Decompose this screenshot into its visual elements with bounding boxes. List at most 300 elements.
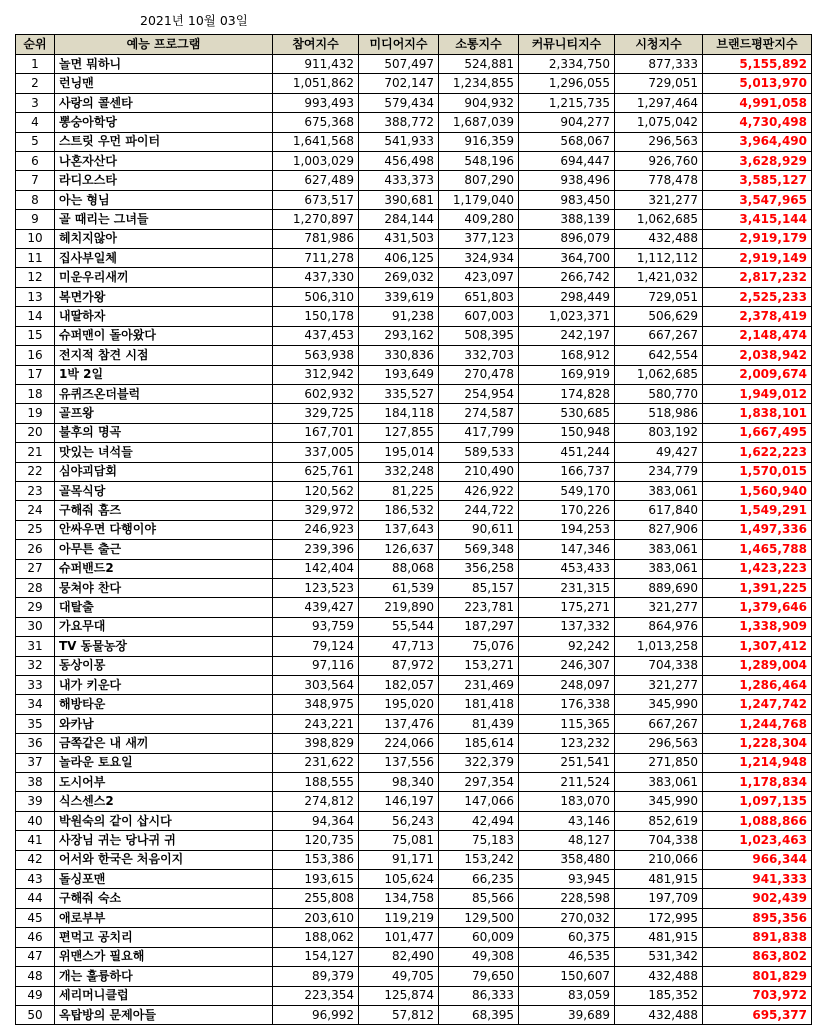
table-row <box>16 113 812 132</box>
communication-cell: 90,611 <box>439 520 519 539</box>
community-cell: 168,912 <box>519 346 615 365</box>
brand-index-cell: 2,525,233 <box>703 287 812 306</box>
program-name-cell: 뭉쳐야 찬다 <box>55 578 273 597</box>
program-name-cell: 개는 훌륭하다 <box>55 967 273 986</box>
brand-index-cell: 902,439 <box>703 889 812 908</box>
media-cell: 456,498 <box>359 152 439 171</box>
community-cell: 48,127 <box>519 831 615 850</box>
rank-cell: 28 <box>16 578 55 597</box>
communication-cell: 85,157 <box>439 578 519 597</box>
table-row <box>16 268 812 287</box>
participation-cell: 675,368 <box>273 113 359 132</box>
communication-cell: 81,439 <box>439 714 519 733</box>
participation-cell: 329,972 <box>273 501 359 520</box>
participation-cell: 303,564 <box>273 676 359 695</box>
communication-cell: 185,614 <box>439 734 519 753</box>
brand-index-cell: 3,415,144 <box>703 210 812 229</box>
community-cell: 39,689 <box>519 1005 615 1024</box>
media-cell: 49,705 <box>359 967 439 986</box>
media-cell: 88,068 <box>359 559 439 578</box>
rank-cell: 5 <box>16 132 55 151</box>
program-name-cell: 유퀴즈온더블럭 <box>55 384 273 403</box>
program-name-cell: 헤치지않아 <box>55 229 273 248</box>
media-cell: 56,243 <box>359 811 439 830</box>
program-name-cell: 골프왕 <box>55 404 273 423</box>
viewing-cell: 1,297,464 <box>615 93 703 112</box>
viewing-cell: 345,990 <box>615 792 703 811</box>
media-cell: 284,144 <box>359 210 439 229</box>
community-cell: 176,338 <box>519 695 615 714</box>
media-cell: 125,874 <box>359 986 439 1005</box>
communication-cell: 409,280 <box>439 210 519 229</box>
communication-cell: 1,687,039 <box>439 113 519 132</box>
brand-index-cell: 1,379,646 <box>703 598 812 617</box>
brand-index-cell: 2,378,419 <box>703 307 812 326</box>
community-cell: 270,032 <box>519 908 615 927</box>
table-body <box>16 55 812 1025</box>
participation-cell: 150,178 <box>273 307 359 326</box>
program-name-cell: 집사부일체 <box>55 249 273 268</box>
rank-cell: 29 <box>16 598 55 617</box>
viewing-cell: 432,488 <box>615 967 703 986</box>
table-row <box>16 773 812 792</box>
communication-cell: 68,395 <box>439 1005 519 1024</box>
media-cell: 390,681 <box>359 190 439 209</box>
program-name-cell: 골 때리는 그녀들 <box>55 210 273 229</box>
community-cell: 194,253 <box>519 520 615 539</box>
participation-cell: 123,523 <box>273 578 359 597</box>
viewing-cell: 778,478 <box>615 171 703 190</box>
communication-cell: 147,066 <box>439 792 519 811</box>
viewing-cell: 383,061 <box>615 481 703 500</box>
program-name-cell: 와카남 <box>55 714 273 733</box>
community-cell: 183,070 <box>519 792 615 811</box>
communication-cell: 42,494 <box>439 811 519 830</box>
table-row <box>16 908 812 927</box>
media-cell: 339,619 <box>359 287 439 306</box>
viewing-cell: 197,709 <box>615 889 703 908</box>
header-media-index: 미디어지수 <box>359 35 439 55</box>
program-name-cell: 복면가왕 <box>55 287 273 306</box>
viewing-cell: 926,760 <box>615 152 703 171</box>
brand-index-cell: 966,344 <box>703 850 812 869</box>
participation-cell: 97,116 <box>273 656 359 675</box>
participation-cell: 1,270,897 <box>273 210 359 229</box>
program-name-cell: 런닝맨 <box>55 74 273 93</box>
rank-cell: 32 <box>16 656 55 675</box>
media-cell: 431,503 <box>359 229 439 248</box>
communication-cell: 324,934 <box>439 249 519 268</box>
participation-cell: 193,615 <box>273 870 359 889</box>
media-cell: 137,556 <box>359 753 439 772</box>
program-name-cell: 박원숙의 같이 삽시다 <box>55 811 273 830</box>
media-cell: 702,147 <box>359 74 439 93</box>
header-brand-reputation-index: 브랜드평판지수 <box>703 35 812 55</box>
media-cell: 541,933 <box>359 132 439 151</box>
table-row <box>16 889 812 908</box>
brand-index-cell: 1,622,223 <box>703 443 812 462</box>
communication-cell: 1,234,855 <box>439 74 519 93</box>
brand-index-cell: 1,289,004 <box>703 656 812 675</box>
table-row <box>16 384 812 403</box>
rank-cell: 6 <box>16 152 55 171</box>
brand-index-cell: 801,829 <box>703 967 812 986</box>
media-cell: 61,539 <box>359 578 439 597</box>
participation-cell: 625,761 <box>273 462 359 481</box>
rank-cell: 35 <box>16 714 55 733</box>
table-row <box>16 695 812 714</box>
viewing-cell: 1,421,032 <box>615 268 703 287</box>
community-cell: 60,375 <box>519 928 615 947</box>
participation-cell: 437,453 <box>273 326 359 345</box>
media-cell: 87,972 <box>359 656 439 675</box>
community-cell: 228,598 <box>519 889 615 908</box>
media-cell: 81,225 <box>359 481 439 500</box>
communication-cell: 60,009 <box>439 928 519 947</box>
communication-cell: 66,235 <box>439 870 519 889</box>
program-name-cell: 애로부부 <box>55 908 273 927</box>
media-cell: 184,118 <box>359 404 439 423</box>
media-cell: 186,532 <box>359 501 439 520</box>
program-name-cell: 사랑의 콜센타 <box>55 93 273 112</box>
program-name-cell: 구해줘 홈즈 <box>55 501 273 520</box>
rank-cell: 18 <box>16 384 55 403</box>
table-row <box>16 850 812 869</box>
brand-index-cell: 1,088,866 <box>703 811 812 830</box>
community-cell: 242,197 <box>519 326 615 345</box>
community-cell: 231,315 <box>519 578 615 597</box>
program-name-cell: 해방타운 <box>55 695 273 714</box>
table-row <box>16 753 812 772</box>
table-row <box>16 132 812 151</box>
media-cell: 193,649 <box>359 365 439 384</box>
community-cell: 983,450 <box>519 190 615 209</box>
rank-cell: 41 <box>16 831 55 850</box>
program-name-cell: 어서와 한국은 처음이지 <box>55 850 273 869</box>
rank-cell: 49 <box>16 986 55 1005</box>
rank-cell: 24 <box>16 501 55 520</box>
media-cell: 47,713 <box>359 637 439 656</box>
table-row <box>16 967 812 986</box>
table-row <box>16 986 812 1005</box>
program-name-cell: 슈퍼밴드2 <box>55 559 273 578</box>
program-name-cell: TV 동물농장 <box>55 637 273 656</box>
media-cell: 82,490 <box>359 947 439 966</box>
media-cell: 507,497 <box>359 55 439 74</box>
viewing-cell: 617,840 <box>615 501 703 520</box>
table-row <box>16 404 812 423</box>
community-cell: 248,097 <box>519 676 615 695</box>
program-name-cell: 세리머니클럽 <box>55 986 273 1005</box>
rank-cell: 42 <box>16 850 55 869</box>
table-header-row <box>16 35 812 55</box>
brand-index-cell: 941,333 <box>703 870 812 889</box>
rank-cell: 26 <box>16 540 55 559</box>
community-cell: 530,685 <box>519 404 615 423</box>
community-cell: 246,307 <box>519 656 615 675</box>
participation-cell: 563,938 <box>273 346 359 365</box>
viewing-cell: 185,352 <box>615 986 703 1005</box>
media-cell: 433,373 <box>359 171 439 190</box>
brand-index-cell: 3,547,965 <box>703 190 812 209</box>
brand-index-cell: 1,838,101 <box>703 404 812 423</box>
communication-cell: 231,469 <box>439 676 519 695</box>
program-name-cell: 심야괴담회 <box>55 462 273 481</box>
rank-cell: 17 <box>16 365 55 384</box>
media-cell: 75,081 <box>359 831 439 850</box>
viewing-cell: 234,779 <box>615 462 703 481</box>
communication-cell: 426,922 <box>439 481 519 500</box>
communication-cell: 49,308 <box>439 947 519 966</box>
communication-cell: 356,258 <box>439 559 519 578</box>
rank-cell: 33 <box>16 676 55 695</box>
brand-index-cell: 4,991,058 <box>703 93 812 112</box>
table-row <box>16 734 812 753</box>
community-cell: 896,079 <box>519 229 615 248</box>
rank-cell: 4 <box>16 113 55 132</box>
brand-index-cell: 1,570,015 <box>703 462 812 481</box>
participation-cell: 348,975 <box>273 695 359 714</box>
communication-cell: 75,183 <box>439 831 519 850</box>
communication-cell: 807,290 <box>439 171 519 190</box>
viewing-cell: 803,192 <box>615 423 703 442</box>
rank-cell: 7 <box>16 171 55 190</box>
brand-index-cell: 1,497,336 <box>703 520 812 539</box>
communication-cell: 86,333 <box>439 986 519 1005</box>
program-name-cell: 뽕숭아학당 <box>55 113 273 132</box>
participation-cell: 398,829 <box>273 734 359 753</box>
brand-index-cell: 1,423,223 <box>703 559 812 578</box>
table-row <box>16 462 812 481</box>
table-row <box>16 656 812 675</box>
media-cell: 219,890 <box>359 598 439 617</box>
communication-cell: 129,500 <box>439 908 519 927</box>
community-cell: 174,828 <box>519 384 615 403</box>
viewing-cell: 704,338 <box>615 656 703 675</box>
community-cell: 147,346 <box>519 540 615 559</box>
table-row <box>16 501 812 520</box>
participation-cell: 255,808 <box>273 889 359 908</box>
participation-cell: 673,517 <box>273 190 359 209</box>
participation-cell: 243,221 <box>273 714 359 733</box>
rank-cell: 21 <box>16 443 55 462</box>
program-name-cell: 구해줘 숙소 <box>55 889 273 908</box>
rank-cell: 44 <box>16 889 55 908</box>
brand-index-cell: 1,178,834 <box>703 773 812 792</box>
rank-cell: 23 <box>16 481 55 500</box>
program-name-cell: 동상이몽 <box>55 656 273 675</box>
rank-cell: 27 <box>16 559 55 578</box>
program-name-cell: 내가 키운다 <box>55 676 273 695</box>
communication-cell: 223,781 <box>439 598 519 617</box>
media-cell: 55,544 <box>359 617 439 636</box>
brand-index-cell: 1,338,909 <box>703 617 812 636</box>
viewing-cell: 1,075,042 <box>615 113 703 132</box>
viewing-cell: 704,338 <box>615 831 703 850</box>
header-participation-index: 참여지수 <box>273 35 359 55</box>
participation-cell: 188,062 <box>273 928 359 947</box>
viewing-cell: 580,770 <box>615 384 703 403</box>
brand-index-cell: 1,667,495 <box>703 423 812 442</box>
rank-cell: 14 <box>16 307 55 326</box>
media-cell: 388,772 <box>359 113 439 132</box>
participation-cell: 94,364 <box>273 811 359 830</box>
brand-index-cell: 1,244,768 <box>703 714 812 733</box>
community-cell: 92,242 <box>519 637 615 656</box>
program-name-cell: 스트릿 우먼 파이터 <box>55 132 273 151</box>
participation-cell: 337,005 <box>273 443 359 462</box>
community-cell: 568,067 <box>519 132 615 151</box>
rank-cell: 48 <box>16 967 55 986</box>
table-row <box>16 792 812 811</box>
media-cell: 195,014 <box>359 443 439 462</box>
brand-index-cell: 891,838 <box>703 928 812 947</box>
communication-cell: 79,650 <box>439 967 519 986</box>
viewing-cell: 432,488 <box>615 1005 703 1024</box>
media-cell: 119,219 <box>359 908 439 927</box>
community-cell: 137,332 <box>519 617 615 636</box>
participation-cell: 437,330 <box>273 268 359 287</box>
rank-cell: 20 <box>16 423 55 442</box>
brand-index-cell: 5,155,892 <box>703 55 812 74</box>
community-cell: 46,535 <box>519 947 615 966</box>
participation-cell: 167,701 <box>273 423 359 442</box>
program-name-cell: 전지적 참견 시점 <box>55 346 273 365</box>
program-name-cell: 슈퍼맨이 돌아왔다 <box>55 326 273 345</box>
media-cell: 406,125 <box>359 249 439 268</box>
participation-cell: 153,386 <box>273 850 359 869</box>
header-viewing-index: 시청지수 <box>615 35 703 55</box>
participation-cell: 89,379 <box>273 967 359 986</box>
table-row <box>16 928 812 947</box>
community-cell: 175,271 <box>519 598 615 617</box>
table-row <box>16 520 812 539</box>
table-row <box>16 55 812 74</box>
viewing-cell: 1,062,685 <box>615 210 703 229</box>
participation-cell: 154,127 <box>273 947 359 966</box>
communication-cell: 153,271 <box>439 656 519 675</box>
community-cell: 938,496 <box>519 171 615 190</box>
table-row <box>16 443 812 462</box>
media-cell: 98,340 <box>359 773 439 792</box>
participation-cell: 439,427 <box>273 598 359 617</box>
brand-index-cell: 703,972 <box>703 986 812 1005</box>
rank-cell: 3 <box>16 93 55 112</box>
table-row <box>16 811 812 830</box>
rank-cell: 34 <box>16 695 55 714</box>
communication-cell: 244,722 <box>439 501 519 520</box>
participation-cell: 781,986 <box>273 229 359 248</box>
communication-cell: 322,379 <box>439 753 519 772</box>
table-row <box>16 346 812 365</box>
participation-cell: 1,003,029 <box>273 152 359 171</box>
program-name-cell: 라디오스타 <box>55 171 273 190</box>
header-rank: 순위 <box>16 35 55 55</box>
viewing-cell: 1,062,685 <box>615 365 703 384</box>
table-row <box>16 1005 812 1024</box>
rank-cell: 36 <box>16 734 55 753</box>
communication-cell: 210,490 <box>439 462 519 481</box>
community-cell: 451,244 <box>519 443 615 462</box>
brand-index-cell: 2,148,474 <box>703 326 812 345</box>
participation-cell: 911,432 <box>273 55 359 74</box>
viewing-cell: 852,619 <box>615 811 703 830</box>
brand-index-cell: 1,214,948 <box>703 753 812 772</box>
participation-cell: 120,735 <box>273 831 359 850</box>
program-name-cell: 위맨스가 필요해 <box>55 947 273 966</box>
viewing-cell: 642,554 <box>615 346 703 365</box>
program-name-cell: 편먹고 공치리 <box>55 928 273 947</box>
media-cell: 330,836 <box>359 346 439 365</box>
table-row <box>16 287 812 306</box>
rank-cell: 19 <box>16 404 55 423</box>
table-row <box>16 229 812 248</box>
brand-index-cell: 1,286,464 <box>703 676 812 695</box>
rank-cell: 1 <box>16 55 55 74</box>
communication-cell: 524,881 <box>439 55 519 74</box>
community-cell: 453,433 <box>519 559 615 578</box>
brand-index-cell: 1,949,012 <box>703 384 812 403</box>
table-row <box>16 249 812 268</box>
participation-cell: 274,812 <box>273 792 359 811</box>
program-name-cell: 가요무대 <box>55 617 273 636</box>
rank-cell: 37 <box>16 753 55 772</box>
brand-index-cell: 2,919,179 <box>703 229 812 248</box>
rank-cell: 43 <box>16 870 55 889</box>
brand-index-cell: 863,802 <box>703 947 812 966</box>
community-cell: 43,146 <box>519 811 615 830</box>
brand-index-cell: 1,307,412 <box>703 637 812 656</box>
viewing-cell: 729,051 <box>615 74 703 93</box>
brand-index-cell: 3,585,127 <box>703 171 812 190</box>
table-row <box>16 578 812 597</box>
community-cell: 150,607 <box>519 967 615 986</box>
brand-index-cell: 2,038,942 <box>703 346 812 365</box>
participation-cell: 711,278 <box>273 249 359 268</box>
viewing-cell: 481,915 <box>615 928 703 947</box>
table-row <box>16 598 812 617</box>
community-cell: 2,334,750 <box>519 55 615 74</box>
community-cell: 298,449 <box>519 287 615 306</box>
communication-cell: 651,803 <box>439 287 519 306</box>
viewing-cell: 210,066 <box>615 850 703 869</box>
program-name-cell: 맛있는 녀석들 <box>55 443 273 462</box>
viewing-cell: 667,267 <box>615 326 703 345</box>
brand-index-cell: 2,919,149 <box>703 249 812 268</box>
participation-cell: 239,396 <box>273 540 359 559</box>
participation-cell: 142,404 <box>273 559 359 578</box>
communication-cell: 254,954 <box>439 384 519 403</box>
viewing-cell: 49,427 <box>615 443 703 462</box>
program-name-cell: 금쪽같은 내 새끼 <box>55 734 273 753</box>
media-cell: 105,624 <box>359 870 439 889</box>
brand-index-cell: 1,097,135 <box>703 792 812 811</box>
program-name-cell: 내딸하자 <box>55 307 273 326</box>
rank-cell: 47 <box>16 947 55 966</box>
community-cell: 266,742 <box>519 268 615 287</box>
community-cell: 169,919 <box>519 365 615 384</box>
rank-cell: 10 <box>16 229 55 248</box>
table-row <box>16 365 812 384</box>
communication-cell: 75,076 <box>439 637 519 656</box>
community-cell: 93,945 <box>519 870 615 889</box>
brand-index-cell: 3,964,490 <box>703 132 812 151</box>
communication-cell: 569,348 <box>439 540 519 559</box>
program-name-cell: 아는 형님 <box>55 190 273 209</box>
viewing-cell: 506,629 <box>615 307 703 326</box>
rank-cell: 31 <box>16 637 55 656</box>
communication-cell: 377,123 <box>439 229 519 248</box>
